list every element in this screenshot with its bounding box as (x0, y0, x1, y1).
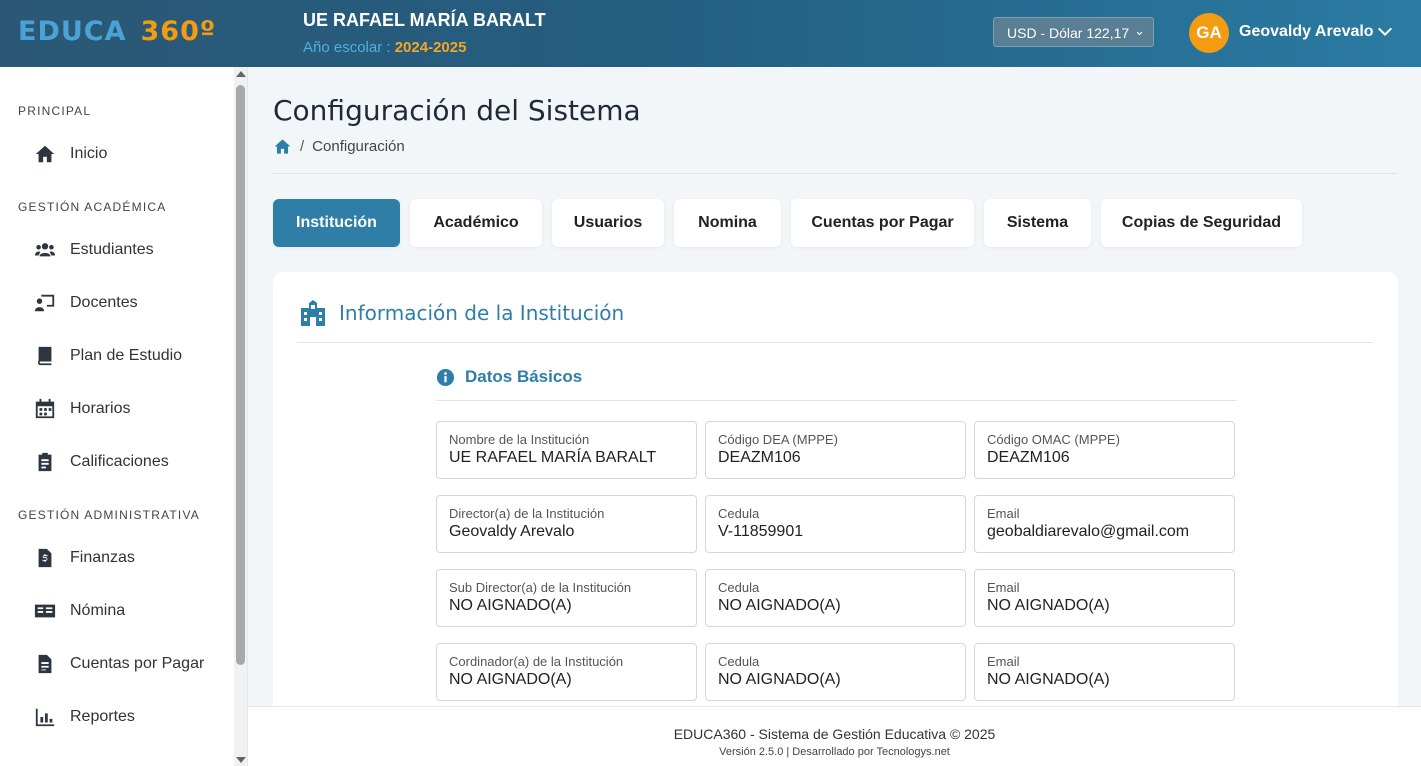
field-value: NO AIGNADO(A) (987, 671, 1110, 688)
omac-code-field[interactable] (974, 421, 1235, 479)
subdirector-email-field[interactable] (974, 569, 1235, 627)
sidebar-item-label: Reportes (70, 708, 135, 725)
sidebar-item-label: Cuentas por Pagar (70, 655, 205, 672)
top-bar (0, 0, 1421, 67)
field-label: Cedula (718, 506, 760, 521)
breadcrumb (273, 137, 405, 156)
logo-number: 360º (140, 16, 217, 47)
field-label: Cedula (718, 580, 760, 595)
sidebar-item-label: Calificaciones (70, 453, 169, 470)
school-year-label: Año escolar : (303, 39, 391, 56)
money-check-icon (34, 600, 56, 622)
sidebar-item-label: Estudiantes (70, 241, 154, 258)
school-year-value: 2024-2025 (394, 39, 467, 56)
field-label: Cordinador(a) de la Institución (449, 654, 624, 669)
divider (273, 173, 1398, 174)
avatar[interactable]: GA (1189, 13, 1229, 53)
sidebar-item-label: Horarios (70, 400, 131, 417)
school-name: UE RAFAEL MARÍA BARALT (303, 10, 546, 30)
sidebar-item-cuentas-pagar[interactable] (34, 651, 204, 677)
home-icon (34, 143, 56, 165)
scroll-up-arrow-icon[interactable] (236, 71, 246, 77)
school-icon (298, 300, 328, 326)
sidebar-item-horarios[interactable] (34, 396, 130, 422)
sidebar-item-finanzas[interactable] (34, 545, 135, 571)
sidebar-item-nomina[interactable] (34, 598, 125, 624)
info-circle-icon (436, 368, 455, 387)
card-title: Información de la Institución (339, 301, 625, 325)
calendar-icon (34, 398, 56, 420)
sidebar-item-calificaciones[interactable] (34, 449, 169, 475)
tab-nomina[interactable]: Nomina (674, 199, 781, 247)
tab-cuentas-pagar[interactable]: Cuentas por Pagar (791, 199, 974, 247)
field-value: NO AIGNADO(A) (987, 597, 1110, 614)
page-title: Configuración del Sistema (273, 94, 641, 127)
field-label: Director(a) de la Institución (449, 506, 605, 521)
sidebar (0, 67, 248, 766)
footer-version: Versión 2.5.0 | Desarrollado por Tecnologys.net (719, 746, 950, 758)
section-header (436, 367, 582, 387)
section-title: Datos Básicos (465, 367, 583, 386)
breadcrumb-separator: / (300, 138, 305, 155)
sidebar-item-label: Nómina (70, 602, 126, 619)
book-icon (34, 345, 56, 367)
breadcrumb-current: Configuración (312, 138, 405, 155)
sidebar-item-estudiantes[interactable] (34, 237, 154, 263)
teacher-icon (34, 292, 56, 314)
field-value: Geovaldy Arevalo (449, 523, 575, 540)
sidebar-item-inicio[interactable] (34, 141, 107, 167)
sidebar-item-label: Plan de Estudio (70, 347, 183, 364)
field-label: Sub Director(a) de la Institución (449, 580, 632, 595)
field-label: Email (987, 506, 1020, 521)
subdirector-cedula-field[interactable] (705, 569, 966, 627)
field-value: NO AIGNADO(A) (718, 671, 841, 688)
footer (248, 706, 1421, 766)
director-email-field[interactable] (974, 495, 1235, 553)
sidebar-scroll-thumb[interactable] (236, 85, 245, 665)
field-value: geobaldiarevalo@gmail.com (987, 523, 1190, 540)
sidebar-item-reportes[interactable] (34, 704, 135, 730)
users-icon (34, 239, 56, 261)
institution-card (273, 272, 1398, 742)
school-year (303, 39, 466, 56)
tab-institucion[interactable]: Institución (273, 199, 400, 247)
dea-code-field[interactable] (705, 421, 966, 479)
field-value: NO AIGNADO(A) (449, 597, 572, 614)
divider (436, 400, 1237, 401)
clipboard-icon (34, 451, 56, 473)
card-header (298, 300, 624, 326)
coordinator-cedula-field[interactable] (705, 643, 966, 701)
field-value: NO AIGNADO(A) (449, 671, 572, 688)
invoice-dollar-icon (34, 547, 56, 569)
tab-sistema[interactable]: Sistema (984, 199, 1091, 247)
chevron-down-icon[interactable] (1376, 22, 1394, 40)
sidebar-item-label: Docentes (70, 294, 138, 311)
tab-usuarios[interactable]: Usuarios (552, 199, 664, 247)
chart-icon (34, 706, 56, 728)
field-label: Código OMAC (MPPE) (987, 432, 1120, 447)
sidebar-item-label: Finanzas (70, 549, 135, 566)
field-value: DEAZM106 (718, 449, 801, 466)
sidebar-item-docentes[interactable] (34, 290, 138, 316)
coordinator-name-field[interactable] (436, 643, 697, 701)
subdirector-name-field[interactable] (436, 569, 697, 627)
field-value: NO AIGNADO(A) (718, 597, 841, 614)
field-value: UE RAFAEL MARÍA BARALT (449, 449, 657, 466)
director-cedula-field[interactable] (705, 495, 966, 553)
coordinator-email-field[interactable] (974, 643, 1235, 701)
sidebar-section-principal: PRINCIPAL (18, 104, 92, 118)
field-label: Email (987, 654, 1020, 669)
scroll-down-arrow-icon[interactable] (236, 757, 246, 763)
app-logo[interactable] (18, 16, 216, 47)
currency-selected-value: USD - Dólar 122,17 (1007, 25, 1130, 41)
user-name[interactable]: Geovaldy Arevalo (1239, 23, 1374, 40)
footer-copyright: EDUCA360 - Sistema de Gestión Educativa © 2025 (673, 726, 996, 742)
director-name-field[interactable] (436, 495, 697, 553)
logo-text: EDUCA (18, 16, 127, 47)
home-icon[interactable] (273, 137, 292, 156)
chevron-down-icon: ⌄ (1134, 23, 1145, 38)
sidebar-item-label: Inicio (70, 145, 108, 162)
sidebar-section-administrativa: GESTIÓN ADMINISTRATIVA (18, 508, 200, 522)
field-label: Cedula (718, 654, 760, 669)
tab-copias-seguridad[interactable]: Copias de Seguridad (1101, 199, 1302, 247)
field-value: DEAZM106 (987, 449, 1070, 466)
divider (297, 342, 1373, 343)
file-invoice-icon (34, 653, 56, 675)
sidebar-section-academica: GESTIÓN ACADÉMICA (18, 200, 167, 214)
field-value: V-11859901 (718, 523, 804, 540)
sidebar-item-plan-estudio[interactable] (34, 343, 182, 369)
field-label: Nombre de la Institución (449, 432, 590, 447)
tab-academico[interactable]: Académico (410, 199, 542, 247)
currency-select[interactable] (993, 17, 1154, 47)
field-label: Código DEA (MPPE) (718, 432, 838, 447)
institution-name-field[interactable] (436, 421, 697, 479)
field-label: Email (987, 580, 1020, 595)
